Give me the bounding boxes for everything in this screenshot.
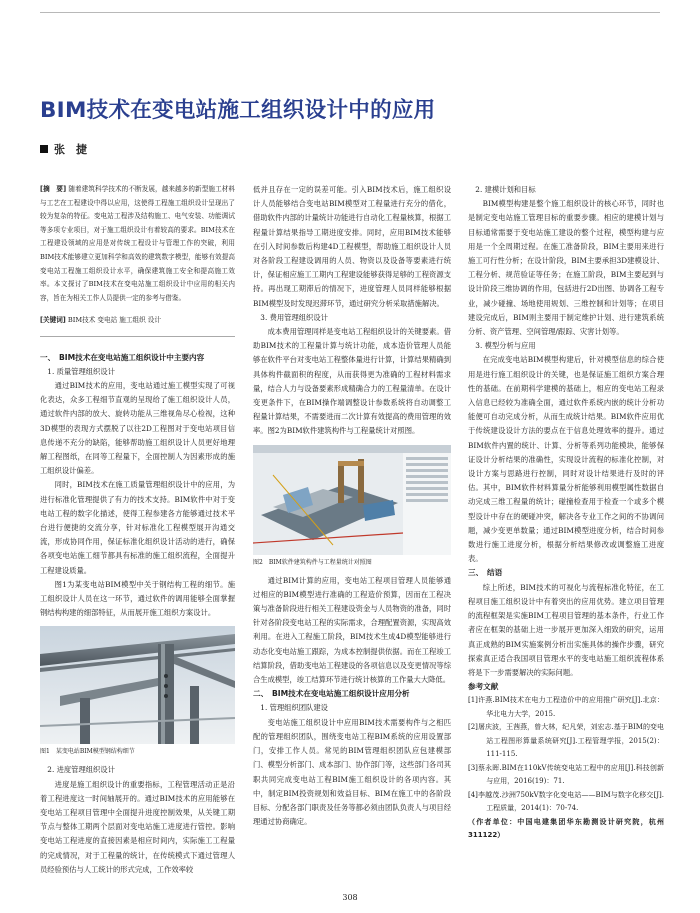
section-heading-2: 二、 BIM技术在变电站施工组织设计应用分析 — [253, 689, 410, 699]
subsection-heading: 1. 管理组织团队建设 — [260, 703, 328, 713]
paragraph: 图1为某变电站BIM模型中关于钢结构工程的细节。施工组织设计人员在这一环节，通过软件的调用能够全面掌握钢结构构建的细部特征，从而展开施工组织方案设计。 — [40, 579, 235, 618]
figure-1-caption: 图1 某变电站BIM模型钢结构细节 — [40, 748, 135, 756]
header-rule — [40, 12, 660, 13]
section-heading-1: 一、 BIM技术在变电站施工组织设计中主要内容 — [40, 352, 205, 362]
column-middle — [253, 183, 451, 829]
abstract-text: 随着建筑科学技术的不断发展，越来越多的新型施工材料与工艺在工程建设中得以应用，这使得工程施工组织设计呈现出了较为复杂的特征。变电站工程涉及结构施工、电气安装、功能调试等多项专业项目，对于施工组织设计有着较高的要求。BIM技术在工程建设领域的应用是对传统工程设计与管理工作的突破，利用BIM技术能够建立更加科学和高效的建筑数字模型，能够有效提高变电站工程施工组织设计水平，确保建筑施工安全和提高施工效率。本文探讨了BIM技术在变电站施工组织设计中应用的相关内容，旨在为相关工作人员提供一定的参考与借鉴。 — [40, 185, 236, 302]
column-right — [468, 183, 664, 842]
paragraph: 同时，BIM技术在施工质量管理组织设计中的应用，为进行标准化管理提供了有力的技术支持。BIM软件中对于变电站工程的数字化描述，使得工程参建各方能够通过技术平台进行便捷的交流分享，针对标准化工程模型展开沟通交流，形成协同作用，保证标准化组织设计活动的进行，确保各项变电站施工细节都具有标准的施工组织流程，全面提升工程建设质量。 — [40, 480, 235, 575]
paragraph: 通过BIM计算的应用，变电站工程项目管理人员能够通过相应的BIM模型进行准确的工程造价预算，因而在工程决策与准备阶段进行相关工程建设资金与人员物资的准备，同时针对各阶段变电站工程的实际需求，合理配置资源，实现高效利用。在进入工程施工阶段，BIM技术生成4D模型能够进行动态化变电站施工跟踪，为成本控制提供依据。而在工程竣工结算阶段，借助变电站工程建设的各项信息以及变更情况等综合生成模型，竣工结算环节进行统计核算的工作量大大降低。 — [253, 575, 451, 685]
subsection-heading: 3. 模型分析与应用 — [475, 341, 536, 351]
paragraph: 综上所述，BIM技术的可视化与流程标准化特征，在工程项目施工组织设计中有着突出的应用优势。建立项目管理的流程框架是实施BIM工程项目管理的基本条件，行业工作者应在框架的基础上进一步展开更加深入细致的研究，运用真正成熟的BIM实施案例分析出实施具体的操作步骤，研究探索真正适合我国项目管理水平的变电站施工组织流程体系将是下一步需要解决的实际问题。 — [468, 582, 664, 677]
reference-item: [3]蔡永晖.BIM在110kV传统变电站工程中的应用[J].科技创新与应用，2016(19)：71. — [468, 763, 664, 786]
steel-structure-illustration — [40, 626, 235, 744]
subsection-heading: 2. 进度管理组织设计 — [47, 765, 115, 775]
section-heading-3: 三、 结语 — [468, 568, 503, 578]
paragraph: 变电站施工组织设计中应用BIM技术需要构件与之相匹配的管理组织团队，围绕变电站工程BIM系统的应用设置部门，安排工作人员。常见的BIM管理组织团队应包建模部门、模型分析部门、成本部门、协作部门等，这些部门各司其职共同完成变电站工程BIM施工组织设计的各项内容。其中，制定BIM投资规划和效益目标、BIM在施工中的各阶段目标、分配各部门职责及任务等都必须由团队负责人与项目经理通过协商确定。 — [253, 717, 451, 827]
figure-1-steel-structure — [40, 626, 235, 744]
keywords — [40, 313, 235, 327]
abstract-divider — [40, 336, 235, 337]
paragraph: 在完成变电站BIM模型构建后，针对模型信息的综合使用是进行施工组织设计的关键，也是保证施工组织方案合理性的基础。在前期科学建模的基础上，相应的变电站工程录入信息已经较为准确全面，通过软件系统内嵌的统计分析功能便可自动完成分析，从而生成统计结果。BIM软件应用优于传统建设设计方法的要点在于信息处理效率的提升。通过BIM软件内置的统计、计算、分析等系列功能模块，能够保证设计分析结果的准确性，实现设计流程的标准化控制，对设计方案与思路进行控制，同时对设计结果进行及时的评估。其中，BIM软件材料算量分析能够利用模型属性数据自动完成三维工程量的统计；碰撞检查用于检查一个或多个模型设计中存在的硬碰冲突，解决各专业工作之间的不协调问题，减少变更单数量；通过BIM模型进度分析，结合时间参数进行施工进度分析，根据分析结果修改或调整施工进度表。 — [468, 355, 664, 564]
bim-software-screenshot — [253, 445, 451, 555]
reference-item: [4]李越茂.沙洲750kV数字化变电站——BIM与数字化移交[J].工程质量，2014(1)：70-74. — [468, 790, 664, 813]
column-left — [40, 183, 235, 877]
subsection-heading: 2. 建模计划和目标 — [475, 185, 536, 194]
abstract-label: [摘 要] — [40, 185, 67, 193]
author-affiliation: （作者单位：中国电建集团华东勘测设计研究院，杭州 311122） — [468, 817, 664, 839]
figure-2-caption: 图2 BIM软件建筑构件与工程量统计对照图 — [253, 558, 372, 566]
article-title: BIM技术在变电站施工组织设计中的应用 — [40, 98, 436, 123]
keywords-label: [关键词] — [40, 316, 66, 325]
subsection-heading: 1. 质量管理组织设计 — [47, 366, 115, 376]
reference-item: [2]屠庆波，王茜燕，曾大林，纪凡荣，刘宏志.基于BIM的变电站工程图形算量系统研究[J].工程管理学报，2015(2)：111-115. — [468, 723, 664, 759]
square-bullet-icon — [40, 145, 48, 153]
paragraph: BIM模型构建是整个施工组织设计的核心环节，同时也是制定变电站施工管理目标的重要步骤。相应的建模计划与目标通常需要于变电站施工建设的整个过程，模型构建与应用是一个全周期过程。在施工准备阶段，BIM主要用来进行施工可行性分析；在设计阶段，BIM主要承担3D建模设计、工程分析、规范验证等任务；在施工阶段，BIM主要起到与设计阶段三维协调的作用，包括进行2D出图、协调各工程专业，减少碰撞、场地使用规划、三维控制和计划等；在项目建设完成后，BIM则主要用于制定维护计划、进行建筑系统分析、资产管理、空间管理/跟踪、灾害计划等。 — [468, 199, 664, 337]
abstract — [40, 183, 235, 305]
author-line — [40, 141, 87, 157]
subsection-heading: 3. 费用管理组织设计 — [260, 312, 328, 322]
references-heading: 参考文献 — [468, 682, 499, 692]
reference-item: [1]许燕.BIM技术在电力工程造价中的应用推广研究[J].北京：华北电力大学，2015. — [468, 696, 664, 718]
paragraph: 进度是施工组织设计的重要指标，工程管理活动正是沿着工程进度这一时间轴展开的。通过BIM技术的应用能够在变电站工程项目管理中全面提升进度控制效果，从关键工期节点与整体工期两个层面对变电站施工进度进行管控。影响变电站工程进度的直接因素是相应时间内，实际施工工程量的完成情况，对于工程量的统计，在传统模式下通过管理人员经验预估与人工统计的形式完成，工作效率较 — [40, 779, 235, 874]
keywords-text: BIM技术 变电站 施工组织 设计 — [67, 316, 161, 325]
figure-2-bim-software — [253, 445, 451, 555]
paragraph: 通过BIM技术的应用，变电站通过施工模型实现了可视化表达，众多工程细节直观的呈现给了施工组织设计人员，通过软件内部的放大、旋转功能从三维视角尽心检视，这种3D模型的表现方式摆脱了以往2D工程图对于变电站项目信息传递不充分的缺陷，能够帮助施工组织设计人员更好地理解工程图纸，在同等工程量下，全面控制人为因素形成的施工组织设计偏差。 — [40, 380, 235, 476]
page-number: 308 — [342, 893, 358, 902]
paragraph: 低并且存在一定的误差可能。引入BIM技术后，施工组织设计人员能够结合变电站BIM模型对工程量进行充分的借化，借助软件内部的计量统计功能进行自动化工程量核算，根据工程量计算结果指导工期进度安排。同时，应用BIM技术能够在引入时间参数后构建4D工程模型，帮助施工组织设计人员对各阶段工程建设调用的人员、物资以及设备等要素进行统计，保证相应施工工期内工程建设能够获得足够的工程资源支持。再出现工期滞后的情况下，进度管理人员同样能够根据BIM模型及时发现迟滞环节，通过研究分析采取措施解决。 — [253, 185, 451, 308]
reference-list — [468, 694, 664, 816]
paragraph: 成本费用管理同样是变电站工程组织设计的关键要素。借助BIM技术的工程量计算与统计功能，成本造价管理人员能够在软件平台对变电站工程整体量进行计算，计算结果精确到具体构件截面积的程度，从而获得更为准确的工程材料需求量，结合人力与设备要素形成精确合力的工程量清单。在设计变更条件下，在BIM操作端调整设计参数系统将自动调整工程量计算结果，不需要进而二次计算有效提高的费用管理的效率。图2为BIM软件建筑构件与工程量统计对照图。 — [253, 327, 451, 436]
author-name: 张 捷 — [54, 143, 87, 156]
